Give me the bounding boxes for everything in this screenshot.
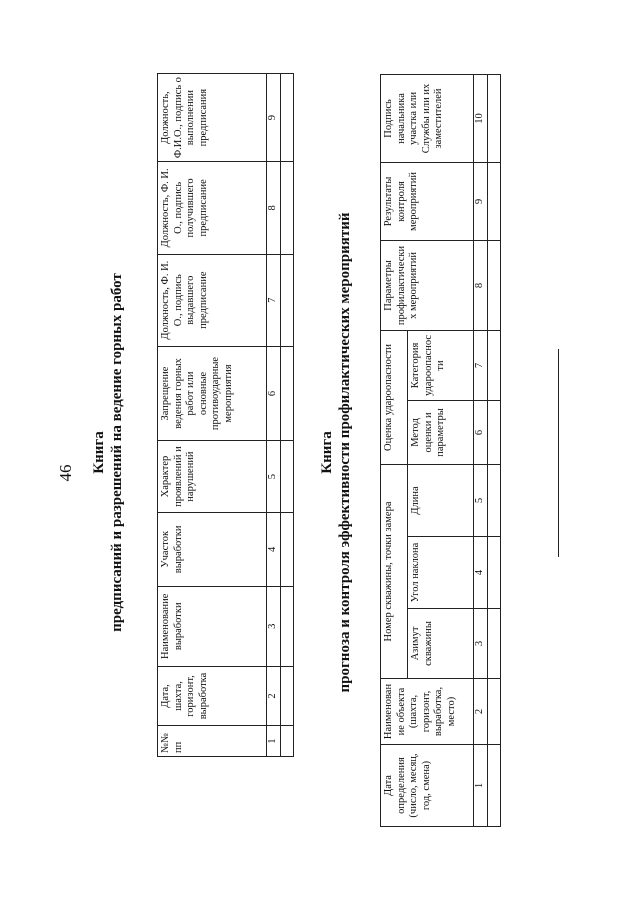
book2-column-number: 1 — [474, 745, 488, 827]
book2-title-line1: Книга — [319, 431, 335, 474]
book1-empty-cell — [281, 346, 294, 440]
book2-empty-cell — [488, 679, 501, 745]
book2-column-number: 5 — [474, 464, 488, 536]
book1-column-number: 4 — [267, 512, 281, 586]
book2-empty-cell — [488, 745, 501, 827]
book2-column-number: 10 — [474, 74, 488, 162]
book2-column-number: 8 — [474, 240, 488, 330]
book2-empty-row — [488, 74, 501, 826]
book2-empty-cell — [488, 330, 501, 400]
book2-title — [318, 0, 354, 905]
book2-title-line2: прогноза и контроля эффективности профилактических мероприятий — [337, 212, 353, 693]
book2-column-number: 9 — [474, 162, 488, 240]
book1-empty-cell — [281, 726, 294, 757]
page-number: 46 — [56, 464, 75, 482]
book2-header-date: Дата определения (число, месяц, год, смена) — [381, 745, 474, 827]
book1-header-cell: Наименование выработки — [158, 586, 267, 666]
book2-header-params: Параметры профилактических мероприятий — [381, 240, 474, 330]
book2-empty-cell — [488, 74, 501, 162]
book1-empty-cell — [281, 666, 294, 725]
book2-header-object: Наименование объекта (шахта, горизонт, выработка, место) — [381, 679, 474, 745]
book2-number-row — [474, 74, 488, 826]
book1-column-number: 6 — [267, 346, 281, 440]
book2-header-angle: Угол наклона — [408, 537, 474, 609]
book2-header-signature: Подпись начальника участка или Службы или их заместителей — [381, 74, 474, 162]
book2-header-assessment-group: Оценка удароопасности — [381, 330, 408, 464]
book1-empty-row — [281, 74, 294, 757]
footnote-separator-line — [558, 349, 559, 557]
book2-column-number: 7 — [474, 330, 488, 400]
book1-header-cell: Должность, Ф.И.О., подпись о выполнении предписания — [158, 74, 267, 162]
book2-header-row-1 — [381, 74, 408, 826]
book1-column-number: 9 — [267, 74, 281, 162]
book1-empty-cell — [281, 512, 294, 586]
book1-column-number: 1 — [267, 726, 281, 757]
book2-header-well-group: Номер скважины, точки замера — [381, 464, 408, 678]
book1-empty-cell — [281, 162, 294, 254]
book1-header-cell: Должность, Ф. И. О., подпись получившего предписание — [158, 162, 267, 254]
book2-empty-cell — [488, 464, 501, 536]
book1-empty-cell — [281, 441, 294, 513]
book1-header-cell: Участок выработки — [158, 512, 267, 586]
book1-header-cell: Должность, Ф. И. О., подпись выдавшего предписание — [158, 254, 267, 346]
book2-header-method: Метод оценки и параметры — [408, 400, 474, 464]
book2-empty-cell — [488, 400, 501, 464]
book1-column-number: 3 — [267, 586, 281, 666]
book2-empty-cell — [488, 240, 501, 330]
book2-column-number: 4 — [474, 537, 488, 609]
book1-header-cell: Дата, шахта, горизонт, выработка — [158, 666, 267, 725]
book1-empty-cell — [281, 254, 294, 346]
book1-table — [157, 73, 294, 757]
book1-empty-cell — [281, 74, 294, 162]
book2-empty-cell — [488, 537, 501, 609]
book2-empty-cell — [488, 162, 501, 240]
book2-header-length: Длина — [408, 464, 474, 536]
book1-header-cell: Характер проявлений и нарушений — [158, 441, 267, 513]
book2-table — [380, 74, 501, 827]
book1-header-cell: Запрещение ведения горных работ или основные противоударные мероприятия — [158, 346, 267, 440]
book1-title-line1: Книга — [91, 431, 107, 474]
book2-header-azimuth: Азимут скважины — [408, 609, 474, 679]
book1-header-cell: №№ пп — [158, 726, 267, 757]
book1-column-number: 7 — [267, 254, 281, 346]
book2-column-number: 2 — [474, 679, 488, 745]
book2-empty-cell — [488, 609, 501, 679]
book1-column-number: 2 — [267, 666, 281, 725]
book2-header-category: Категория удароопасности — [408, 330, 474, 400]
book1-number-row — [267, 74, 281, 757]
book2-header-results: Результаты контроля мероприятий — [381, 162, 474, 240]
book2-column-number: 6 — [474, 400, 488, 464]
book1-empty-cell — [281, 586, 294, 666]
book1-title-line2: предписаний и разрешений на ведение горных работ — [109, 273, 125, 632]
book1-title — [90, 0, 126, 905]
book1-header-row — [158, 74, 267, 757]
book1-column-number: 8 — [267, 162, 281, 254]
book1-column-number: 5 — [267, 441, 281, 513]
book2-column-number: 3 — [474, 609, 488, 679]
